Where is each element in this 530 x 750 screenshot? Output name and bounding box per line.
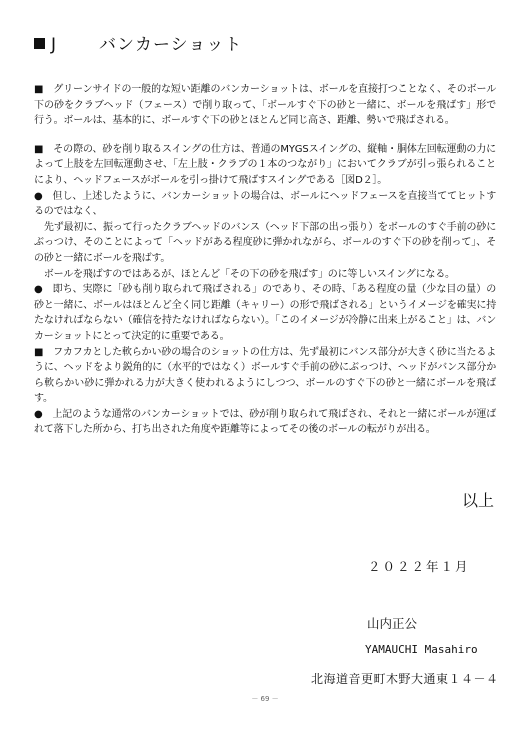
author-address: 北海道音更町木野大通東１４－４ (311, 672, 499, 686)
body-text (34, 82, 496, 438)
author-name-japanese: 山内正公 (367, 616, 418, 631)
section-letter: J (51, 35, 58, 55)
square-bullet-icon (34, 38, 45, 49)
author-name-roman: YAMAUCHI Masahiro (365, 643, 478, 656)
paragraph: ■ グリーンサイドの一般的な短い距離のバンカーショットは、ボールを直接打つことなく、そのボール下の砂をクラブヘッド（フェース）で削り取って、「ボールすぐ下の砂と一緒に、ボールを飛ばす」形で行う。ボールは、基本的に、ボールすぐ下の砂とほとんど同じ高さ、距離、勢いで飛ばされる。 (34, 84, 496, 127)
page-number: － 69 － (251, 695, 279, 703)
paragraph: ■ その際の、砂を削り取るスイングの仕方は、普通のMYGSスイングの、縦軸・胴体左回転運動の力によって上肢を左回転運動させ、「左上肢・クラブの１本のつながり」においてクラブが引っ張られることにより、ヘッドフェースがボールを引っ掛けて飛ばすスイングである［図D２］。 (34, 143, 496, 186)
paragraph: 先ず最初に、振って行ったクラブヘッドのバンス（ヘッド下部の出っ張り）をボールのすぐ手前の砂にぶっつけ、そのことによって「ヘッドがある程度砂に弾かれながら、ボールのすぐ下の砂を削って」、その砂と一緒にボールを飛ばす。 (34, 221, 496, 264)
section-heading (34, 30, 242, 55)
paragraph: ボールを飛ばすのではあるが、ほとんど「その下の砂を飛ばす」のに等しいスイングになる。 (34, 268, 455, 280)
paragraph: ● 即ち、実際に「砂も削り取られて飛ばされる」のであり、その時、「ある程度の量（少な目の量）の砂と一緒に、ボールはほとんど全く同じ距離（キャリー）の形で飛ばされる」というイメージを確実に持たなければならない（確信を持たなければならない）。「このイメージが冷静に出来上がること」は、バンカーショットにとって決定的に重要である。 (34, 284, 496, 342)
date: ２０２２年１月 (368, 559, 470, 574)
section-title: バンカーショット (99, 35, 243, 55)
paragraph: ● 但し、上述したように、バンカーショットの場合は、ボールにヘッドフェースを直接当ててヒットするのではなく、 (34, 190, 496, 218)
paragraph: ● 上記のような通常のバンカーショットでは、砂が削り取られて飛ばされ、それと一緒にボールが運ばれて落下した所から、打ち出された角度や距離等によってその後のボールの転がりが出る。 (34, 408, 496, 436)
closing-mark: 以上 (461, 491, 494, 510)
paragraph: ■ フカフカとした軟らかい砂の場合のショットの仕方は、先ず最初にバンス部分が大きく砂に当たるように、ヘッドをより鋭角的に（水平的ではなく）ボールすぐ手前の砂にぶっつけ、ヘッドがバンス部分から軟らかい砂に弾かれる力が大きく使われるようにしつつ、ボールのすぐ下の砂と一緒にボールを飛ばす。 (34, 346, 496, 405)
